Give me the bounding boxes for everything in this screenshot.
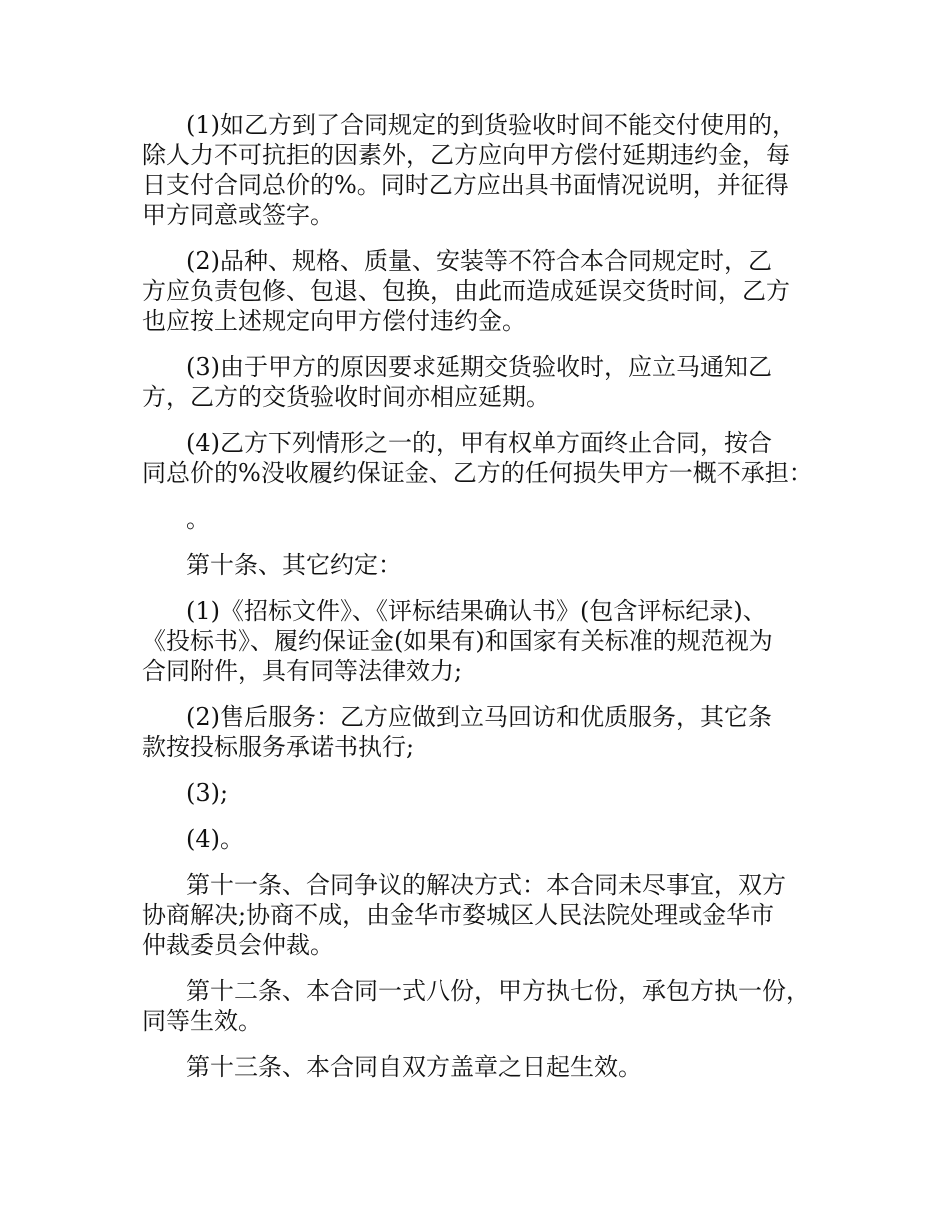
text-line: 除人力不可抗拒的因素外，乙方应向甲方偿付延期违约金，每 [142,141,790,169]
article-13-effective [142,1052,822,1082]
article-10-item-3 [142,778,822,808]
text-line: 仲裁委员会仲裁。 [142,931,334,959]
text-line: 第十二条、本合同一式八份，甲方执七份，承包方执一份， [186,977,810,1005]
text-line: 也应按上述规定向甲方偿付违约金。 [142,307,526,335]
article-10-item-4 [142,824,822,854]
text-line: 第十一条、合同争议的解决方式：本合同未尽事宜，双方 [186,871,786,899]
text-line: 日支付合同总价的%。同时乙方应出具书面情况说明，并征得 [142,171,789,199]
text-line: (1)如乙方到了合同规定的到货验收时间不能交付使用的， [186,111,796,139]
article-10-item-1 [142,596,822,686]
article-11-dispute [142,870,822,960]
text-line: (3); [186,779,229,807]
clause-buyer-delay [142,352,822,412]
clause-penalty-delay [142,110,822,230]
text-line: (3)由于甲方的原因要求延期交货验收时，应立马通知乙 [186,353,772,381]
text-line: 同等生效。 [142,1007,262,1035]
text-line: (2)品种、规格、质量、安装等不符合本合同规定时，乙 [186,247,772,275]
article-12-copies [142,976,822,1036]
text-line: 方，乙方的交货验收时间亦相应延期。 [142,383,550,411]
clause-nonconformity [142,246,822,336]
text-line: 甲方同意或签字。 [142,201,334,229]
text-line: 。 [186,505,210,533]
article-10-item-2 [142,702,822,762]
text-line: 方应负责包修、包退、包换，由此而造成延误交货时间，乙方 [142,277,790,305]
text-line: (4)。 [186,825,244,853]
text-line: (4)乙方下列情形之一的，甲有权单方面终止合同，按合 [186,429,772,457]
document-page [142,110,822,1098]
text-line: 款按投标服务承诺书执行; [142,733,415,761]
article-10-heading [142,550,822,580]
clause-termination-blank [142,504,822,534]
text-line: 第十条、其它约定： [186,551,402,579]
text-line: 同总价的%没收履约保证金、乙方的任何损失甲方一概不承担： [142,459,813,487]
text-line: (2)售后服务：乙方应做到立马回访和优质服务，其它条 [186,703,772,731]
text-line: 合同附件，具有同等法律效力; [142,657,463,685]
text-line: 《投标书》、履约保证金(如果有)和国家有关标准的规范视为 [142,627,773,655]
text-line: 第十三条、本合同自双方盖章之日起生效。 [186,1053,642,1081]
text-line: 协商解决;协商不成，由金华市婺城区人民法院处理或金华市 [142,901,775,929]
clause-termination [142,428,822,488]
text-line: (1)《招标文件》、《评标结果确认书》(包含评标纪录)、 [186,597,767,625]
